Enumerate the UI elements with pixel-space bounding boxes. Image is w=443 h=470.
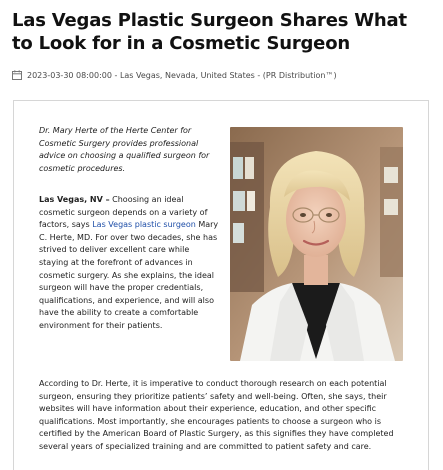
portrait-illustration [230, 127, 403, 361]
surgeon-link[interactable]: Las Vegas plastic surgeon [92, 220, 196, 230]
article-meta [12, 70, 437, 80]
calendar-icon [12, 70, 22, 80]
article-paragraph-1 [39, 194, 219, 333]
surgeon-portrait-photo [230, 127, 403, 361]
article-title: Las Vegas Plastic Surgeon Shares What to Look for in a Cosmetic Surgeon [12, 10, 407, 54]
dateline-location: Las Vegas, NV – [39, 195, 110, 204]
paragraph-1-text-start: Choosing an ideal cosmetic surgeon depends on a variety of factors, says [39, 195, 208, 230]
article-body [13, 100, 429, 470]
article-paragraph-2: According to Dr. Herte, it is imperative to conduct thorough research on each potential surgeon, ensuring they prioritize patients’ safety and well-being. Often, she says, their websites will have information about their experience, education, and other specific qualifications. Most importantly, she encourages patients to choose a surgeon who is certified by the American Board of Plastic Surgery, as this signifies they have completed several years of specialized training and are committed to patient safety and care. [39, 379, 394, 451]
article-lead: Dr. Mary Herte of the Herte Center for Cosmetic Surgery provides professional advice on choosing a qualified surgeon for cosmetic procedures. [39, 126, 210, 173]
article-meta-text: 2023-03-30 08:00:00 - Las Vegas, Nevada, United States - (PR Distribution™) [27, 70, 337, 80]
paragraph-1-text-end: Mary C. Herte, MD. For over two decades, she has strived to deliver excellent care while staying at the forefront of advances in cosmetic surgery. As she explains, the ideal surgeon will have the proper credentials, qualifications, and experience, and will also have the ability to create a comfortable environment for their patients. [39, 220, 219, 330]
